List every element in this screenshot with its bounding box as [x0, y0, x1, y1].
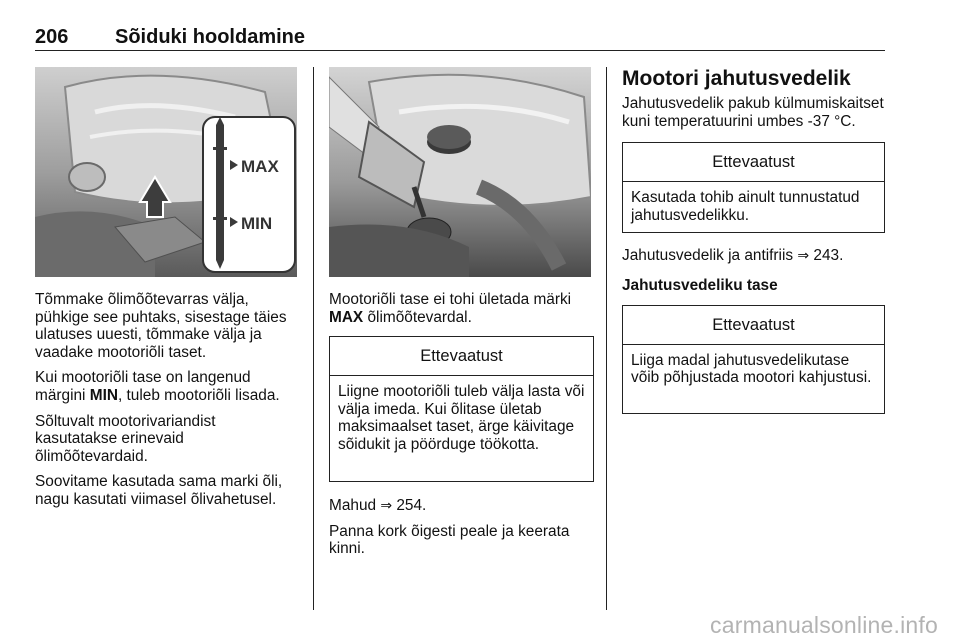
paragraph-4: Soovitame kasutada sama marki õli, nagu kasutati viimasel õlivahetusel. — [35, 473, 283, 508]
caution-box-2 — [622, 305, 885, 414]
page-reference-icon: ⇒ — [380, 497, 393, 514]
caution-body: Liigne mootoriõli tuleb välja lasta või välja imeda. Kui õlitase ületab maksimaalset taset, ärge käivitage sõidukit ja pöörduge töökotta. — [338, 383, 585, 453]
page-number: 206 — [35, 26, 69, 48]
caution-body-2: Liiga madal jahutusvedelikutase võib põhjustada mootori kahjustusi. — [631, 351, 872, 387]
paragraph-2: Kui mootoriõli tase on langenud märgini MIN, tuleb mootoriõli lisada. — [35, 369, 280, 404]
coolant-link[interactable]: 243. — [813, 247, 844, 265]
capacities-reference: Mahud ⇒ 254. — [329, 497, 427, 515]
paragraph-cap: Panna kork õigesti peale ja keerata kinni. — [329, 522, 570, 558]
caution-title-2: Ettevaatust — [623, 306, 884, 345]
label-max: MAX — [241, 157, 279, 176]
caution-title: Ettevaatust — [330, 337, 593, 376]
max-mark: MAX — [329, 308, 364, 326]
section-title: Mootori jahutusvedelik — [622, 67, 851, 90]
header-rule — [35, 50, 885, 51]
coolant-intro: Jahutusvedelik pakub külmumiskaitset kuni temperatuurini umbes -37 °C. — [622, 95, 884, 130]
min-mark: MIN — [89, 386, 118, 404]
coolant-reference: Jahutusvedelik ja antifriis ⇒ 243. — [622, 247, 844, 265]
paragraph-max-level: Mootoriõli tase ei tohi ületada märki MAX õlimõõtevardal. — [329, 291, 572, 326]
oil-filling-figure — [329, 67, 591, 277]
sub-heading: Jahutusvedeliku tase — [622, 276, 778, 294]
page-reference-icon: ⇒ — [797, 247, 810, 264]
column-divider-1 — [313, 67, 314, 610]
column-2-text — [329, 291, 594, 566]
paragraph-1: Tõmmake õlimõõtevarras välja, pühkige see puhtaks, sisestage täies ulatuses uuesti, tõmmake välja ja vaadake mootoriõli taset. — [35, 291, 287, 361]
column-3-text — [622, 67, 885, 414]
capacities-link[interactable]: 254. — [396, 497, 427, 515]
caution-body-1: Kasutada tohib ainult tunnustatud jahutusvedelikku. — [631, 189, 860, 224]
paragraph-3: Sõltuvalt mootorivariandist kasutatakse erinevaid õlimõõtevardaid. — [35, 412, 216, 465]
page-header — [35, 26, 885, 50]
column-divider-2 — [606, 67, 607, 610]
watermark: carmanualsonline.info — [710, 612, 938, 638]
caution-title-1: Ettevaatust — [623, 143, 884, 182]
running-title: Sõiduki hooldamine — [115, 26, 306, 48]
caution-box — [329, 336, 594, 482]
dipstick-figure — [35, 67, 297, 277]
label-min: MIN — [241, 214, 273, 233]
column-1-text — [35, 291, 300, 517]
caution-box-1 — [622, 142, 885, 233]
